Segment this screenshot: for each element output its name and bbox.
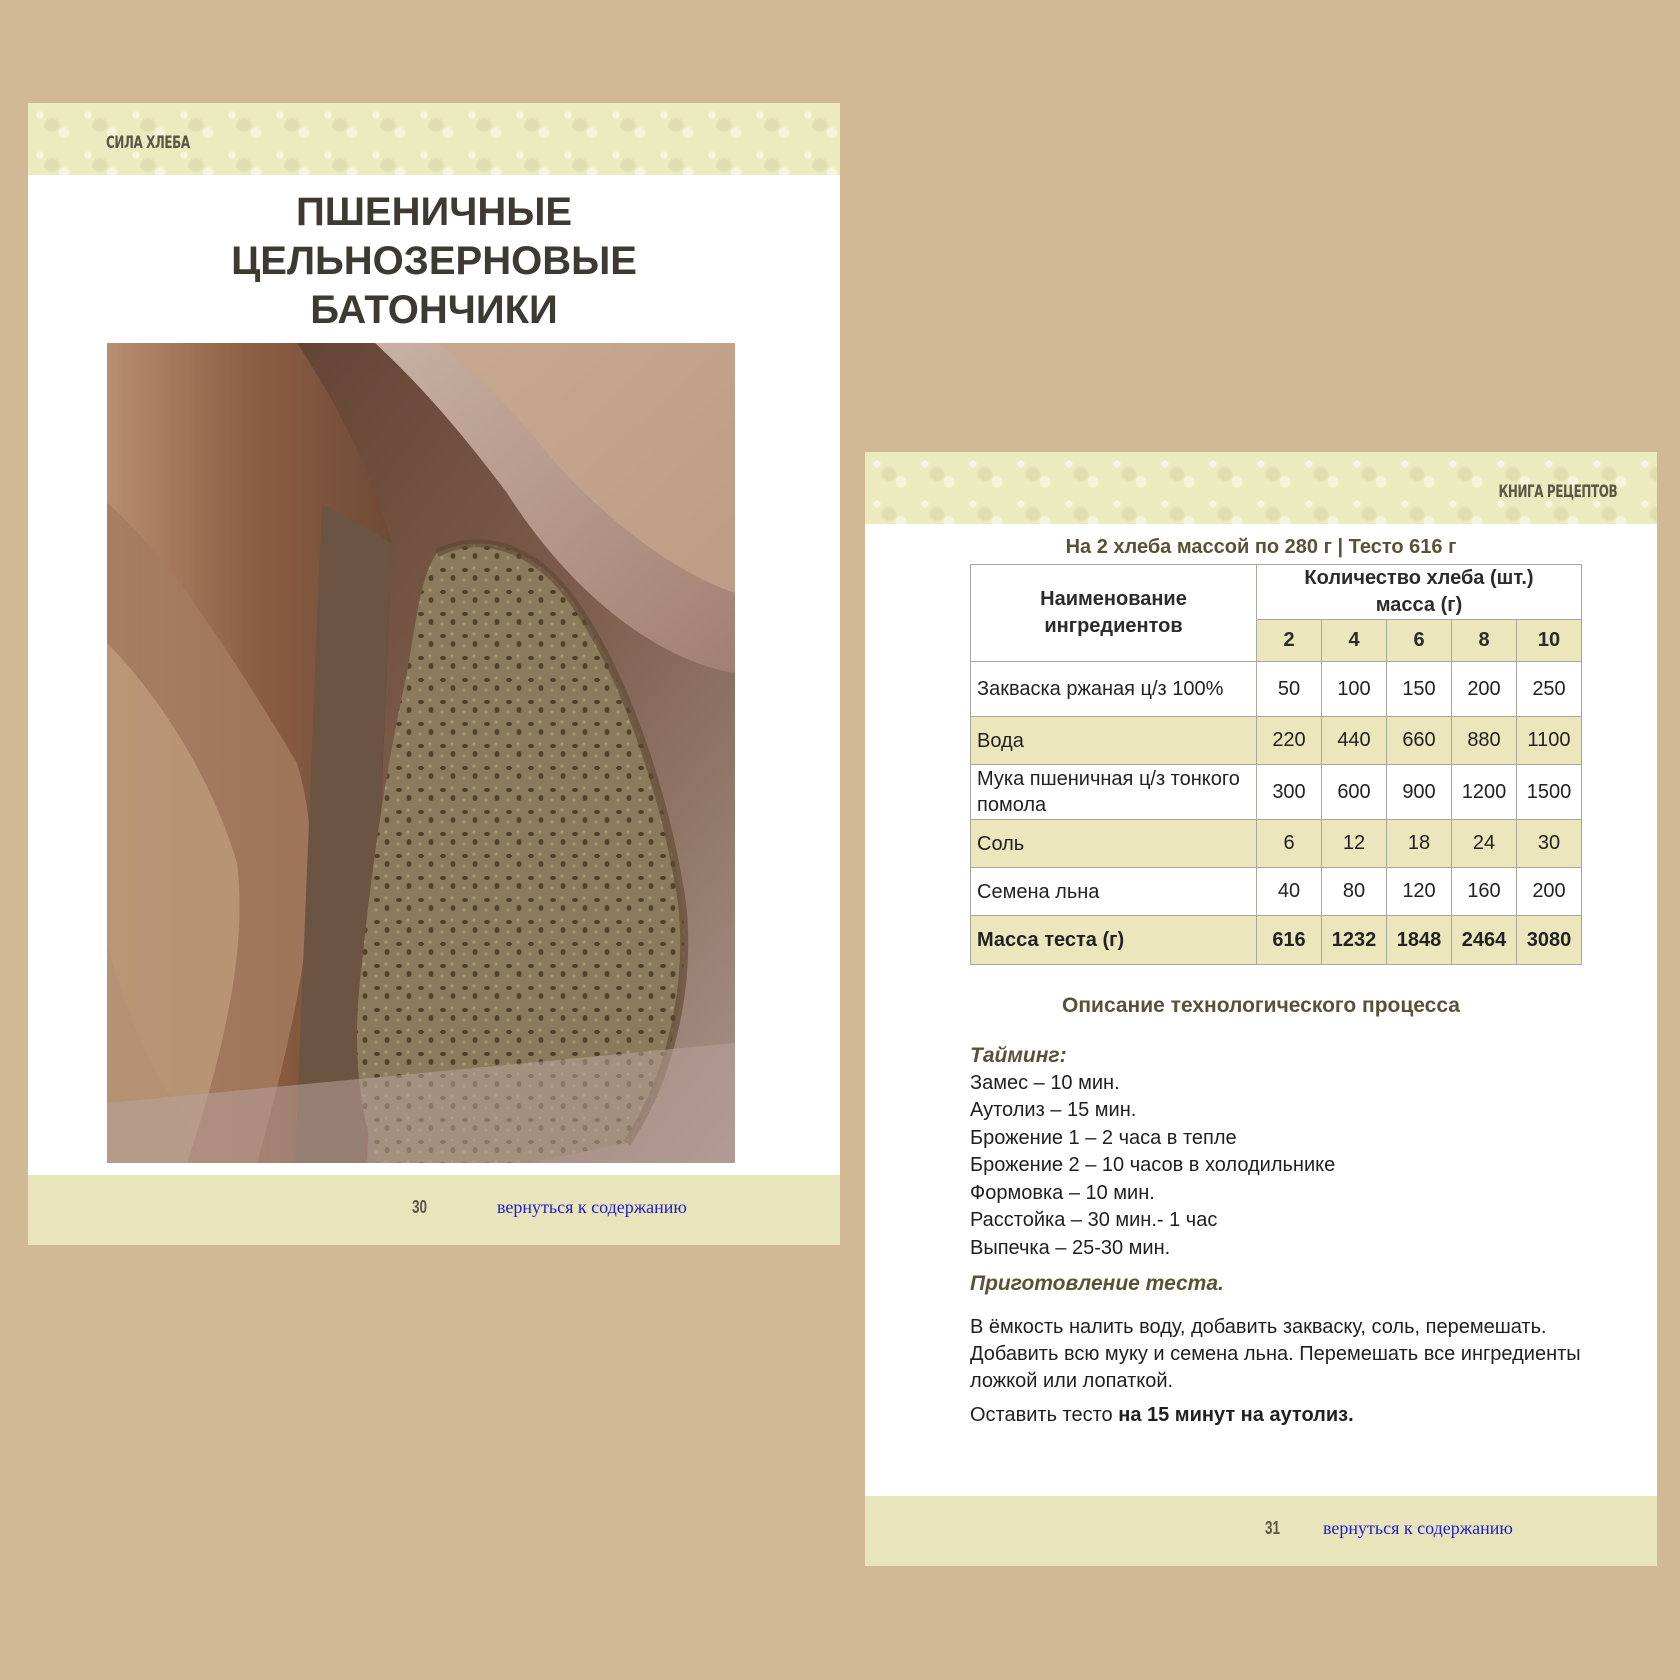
running-title: КНИГА РЕЦЕПТОВ xyxy=(1498,482,1617,502)
page-number: 31 xyxy=(1265,1518,1281,1538)
timing-item: Брожение 1 – 2 часа в тепле xyxy=(970,1126,1237,1149)
ingredient-value: 50 xyxy=(1257,662,1322,717)
ingredient-value: 200 xyxy=(1452,662,1517,717)
timing-item: Выпечка – 25-30 мин. xyxy=(970,1236,1171,1259)
header-ornament-band xyxy=(865,452,1657,524)
running-title: СИЛА ХЛЕБА xyxy=(106,133,190,153)
page-number: 30 xyxy=(412,1197,428,1217)
page-30 xyxy=(28,103,840,1245)
loaf-count-cell: 6 xyxy=(1387,620,1452,662)
total-name: Масса теста (г) xyxy=(971,916,1257,965)
footer-band xyxy=(865,1496,1657,1566)
timing-item: Формовка – 10 мин. xyxy=(970,1181,1155,1204)
ingredient-name: Закваска ржаная ц/з 100% xyxy=(971,662,1257,717)
rest-paragraph xyxy=(970,1404,1591,1427)
table-row xyxy=(971,868,1582,916)
prep-heading: Приготовление теста. xyxy=(970,1272,1224,1295)
loaf-count-cell: 10 xyxy=(1517,620,1582,662)
ingredient-value: 40 xyxy=(1257,868,1322,916)
ingredient-value: 900 xyxy=(1387,765,1452,820)
ingredient-value: 160 xyxy=(1452,868,1517,916)
prep-paragraph: В ёмкость налить воду, добавить закваску, соль, перемешать. Добавить всю муку и семена льна. Перемешать все ингредиенты ложкой или лопаткой. xyxy=(970,1316,1581,1392)
ingredient-name: Мука пшеничная ц/з тонкого помола xyxy=(971,765,1257,820)
ingredient-value: 18 xyxy=(1387,820,1452,868)
total-value: 616 xyxy=(1257,916,1322,965)
ingredient-name: Семена льна xyxy=(971,868,1257,916)
total-value: 1232 xyxy=(1322,916,1387,965)
header-quantity-line-2: масса (г) xyxy=(1375,594,1463,616)
total-value: 2464 xyxy=(1452,916,1517,965)
ingredient-value: 6 xyxy=(1257,820,1322,868)
ingredient-value: 30 xyxy=(1517,820,1582,868)
process-heading: Описание технологического процесса xyxy=(1062,994,1460,1017)
header-ornament-band xyxy=(28,103,840,175)
header-quantity xyxy=(1257,565,1582,620)
ingredient-value: 1500 xyxy=(1517,765,1582,820)
back-to-contents-link[interactable]: вернуться к содержанию xyxy=(1323,1518,1513,1538)
table-row xyxy=(971,765,1582,820)
ingredient-value: 80 xyxy=(1322,868,1387,916)
ingredient-value: 600 xyxy=(1322,765,1387,820)
ingredient-value: 12 xyxy=(1322,820,1387,868)
ingredient-value: 440 xyxy=(1322,717,1387,765)
ingredient-value: 1200 xyxy=(1452,765,1517,820)
ingredient-value: 24 xyxy=(1452,820,1517,868)
page-31 xyxy=(865,452,1657,1566)
ingredient-value: 300 xyxy=(1257,765,1322,820)
table-row xyxy=(971,820,1582,868)
rest-prefix: Оставить тесто xyxy=(970,1404,1119,1426)
table-row xyxy=(971,662,1582,717)
table-row xyxy=(971,717,1582,765)
header-quantity-line-1: Количество хлеба (шт.) xyxy=(1304,567,1534,589)
loaf-count-cell: 4 xyxy=(1322,620,1387,662)
ingredient-name: Вода xyxy=(971,717,1257,765)
ingredient-value: 250 xyxy=(1517,662,1582,717)
footer-band xyxy=(28,1175,840,1245)
ingredients-table xyxy=(970,564,1582,965)
timing-item: Аутолиз – 15 мин. xyxy=(970,1099,1137,1121)
recipe-title xyxy=(28,188,840,335)
title-line-3: БАТОНЧИКИ xyxy=(310,288,558,332)
timing-block xyxy=(970,1042,1591,1262)
table-header-row xyxy=(971,565,1582,620)
total-value: 1848 xyxy=(1387,916,1452,965)
timing-heading: Тайминг: xyxy=(970,1044,1067,1067)
timing-item: Брожение 2 – 10 часов в холодильнике xyxy=(970,1154,1336,1176)
bread-photo xyxy=(107,343,735,1163)
ingredient-name: Соль xyxy=(971,820,1257,868)
title-line-1: ПШЕНИЧНЫЕ xyxy=(295,190,573,234)
total-value: 3080 xyxy=(1517,916,1582,965)
ingredient-value: 150 xyxy=(1387,662,1452,717)
table-total-row xyxy=(971,916,1582,965)
ingredient-value: 200 xyxy=(1517,868,1582,916)
header-ingredient-name: Наименование ингредиентов xyxy=(971,565,1257,662)
timing-item: Замес – 10 мин. xyxy=(970,1071,1120,1094)
timing-item: Расстойка – 30 мин.- 1 час xyxy=(970,1209,1218,1231)
title-line-2: ЦЕЛЬНОЗЕРНОВЫЕ xyxy=(231,239,637,283)
yield-line: На 2 хлеба массой по 280 г | Тесто 616 г xyxy=(1065,536,1457,558)
loaf-count-cell: 2 xyxy=(1257,620,1322,662)
ingredient-value: 120 xyxy=(1387,868,1452,916)
ingredient-value: 100 xyxy=(1322,662,1387,717)
ingredient-value: 1100 xyxy=(1517,717,1582,765)
ingredient-value: 220 xyxy=(1257,717,1322,765)
ingredient-value: 880 xyxy=(1452,717,1517,765)
loaf-count-cell: 8 xyxy=(1452,620,1517,662)
back-to-contents-link[interactable]: вернуться к содержанию xyxy=(497,1197,687,1217)
rest-bold: на 15 минут на аутолиз. xyxy=(1118,1404,1354,1426)
ingredient-value: 660 xyxy=(1387,717,1452,765)
